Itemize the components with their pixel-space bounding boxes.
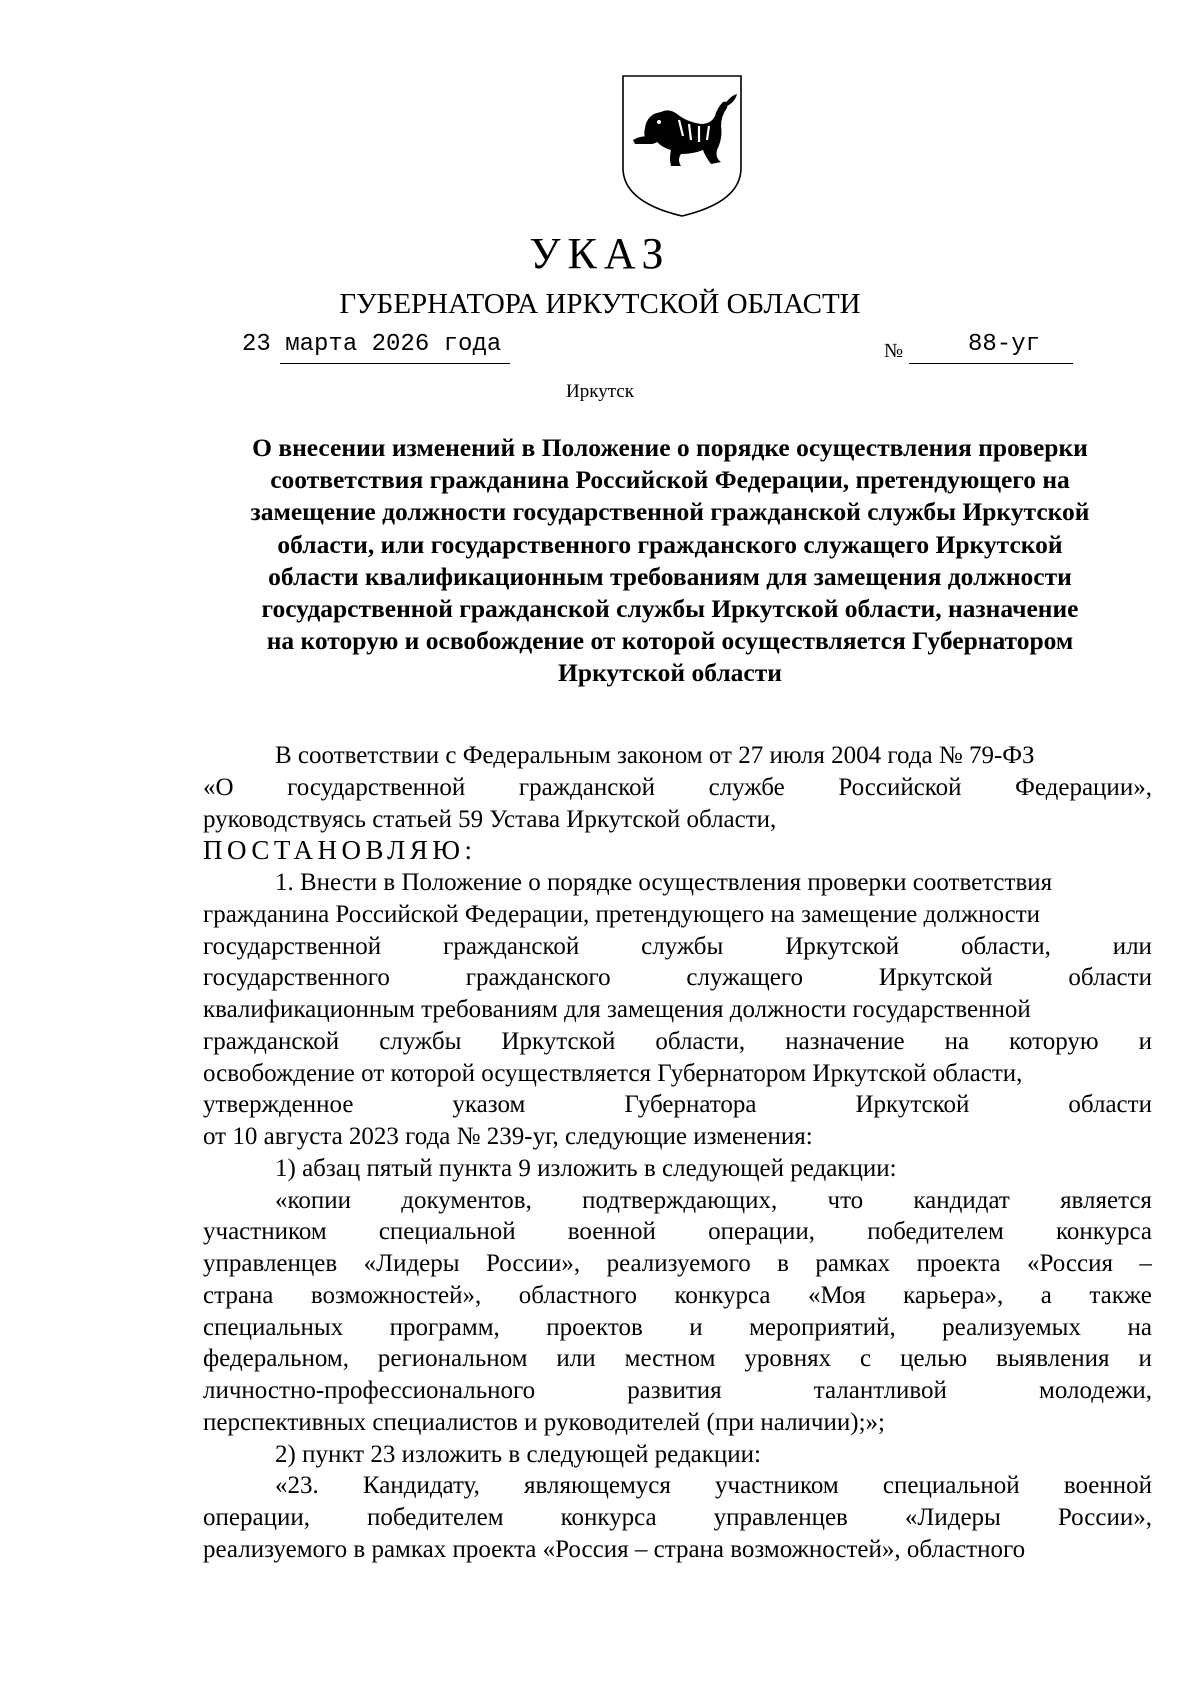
word: выявления (996, 1345, 1110, 1373)
word: что (827, 1186, 864, 1214)
body-line (203, 1216, 1152, 1248)
word: Иркутской (501, 1027, 616, 1055)
word: возможностей», (310, 1281, 482, 1309)
word: страна (203, 1281, 274, 1309)
heading-line: области квалификационным требованиям для замещения должности (268, 561, 1072, 591)
word: Иркутской (878, 964, 993, 992)
word: реализуемого (606, 1250, 751, 1277)
body-line (203, 772, 1152, 804)
document-heading (200, 432, 1140, 690)
word: федеральном, (203, 1345, 349, 1373)
word: целью (900, 1345, 968, 1373)
document-title: УКАЗ (529, 229, 671, 278)
word: является (1060, 1186, 1152, 1214)
word: которую (1009, 1027, 1099, 1055)
body-line: В соответствии с Федеральным законом от 27 июля 2004 года № 79-ФЗ (275, 742, 1035, 769)
word: области (1068, 964, 1152, 992)
word: конкурса (560, 1504, 657, 1531)
document-number: 88-уг (968, 331, 1041, 358)
word: мероприятий, (749, 1313, 896, 1341)
heading-line: замещение должности государственной гражданской службы Иркутской (250, 497, 1090, 527)
word: гражданской (203, 1027, 340, 1055)
word: участником (715, 1472, 839, 1500)
body-line: квалификационным требованиям для замещения должности государственной (203, 996, 1031, 1023)
document-subtitle: ГУБЕРНАТОРА ИРКУТСКОЙ ОБЛАСТИ (339, 288, 861, 320)
heading-line: Иркутской области (558, 658, 782, 688)
word: и (1138, 1027, 1152, 1055)
word: операции, (708, 1218, 816, 1246)
word: утвержденное (203, 1091, 354, 1119)
body-line: реализуемого в рамках проекта «Россия – страна возможностей», областного (203, 1535, 1026, 1563)
body-line: освобождение от которой осуществляется Губернатором Иркутской области, (203, 1059, 1023, 1087)
heading-line: на которую и освобождение от которой осуществляется Губернатором (266, 626, 1074, 656)
word: управленцев (713, 1504, 848, 1531)
word: конкурса (674, 1281, 771, 1309)
word: являющемуся (524, 1472, 671, 1500)
word: службы (379, 1027, 462, 1055)
heading-line: О внесении изменений в Положение о порядке осуществления проверки (252, 433, 1088, 462)
word: талантливой (813, 1377, 947, 1404)
number-sign: № (884, 340, 904, 362)
word: гражданской (443, 932, 580, 960)
word: Губернатора (624, 1091, 757, 1119)
body-line (203, 1089, 1152, 1121)
heading-line: государственной гражданской службы Иркутской области, назначение (261, 594, 1079, 624)
document-date: 23 марта 2026 года (242, 331, 502, 358)
word: Иркутской (855, 1091, 970, 1119)
word: документов, (401, 1186, 532, 1214)
date-underline (280, 363, 510, 364)
word: России», (1057, 1504, 1152, 1531)
word: региональном (377, 1345, 528, 1373)
word: службе (708, 773, 785, 801)
word: России», (486, 1250, 581, 1277)
word: Федерации», (1015, 773, 1152, 801)
word: «О (203, 773, 234, 801)
heading-line: соответствия гражданина Российской Федерации, претендующего на (270, 465, 1070, 495)
body-line (203, 931, 1152, 963)
word: специальной (378, 1218, 516, 1246)
word: или (556, 1345, 596, 1373)
word: личностно-профессионального (203, 1377, 536, 1404)
body-line (203, 1248, 1152, 1280)
word: государственного (203, 964, 390, 992)
body-line (203, 1502, 1152, 1534)
body-line: от 10 августа 2023 года № 239-уг, следующие изменения: (203, 1123, 813, 1150)
word: в (777, 1250, 789, 1277)
word: Кандидату, (362, 1472, 480, 1500)
word: и (689, 1313, 703, 1341)
word: проекта (916, 1250, 1001, 1277)
body-line: 1. Внести в Положение о порядке осуществления проверки соответствия (275, 869, 1053, 896)
word: государственной (287, 773, 466, 801)
word: областного (518, 1281, 637, 1309)
word: развития (627, 1377, 722, 1404)
word: и (1138, 1345, 1152, 1373)
coat-of-arms-icon (617, 70, 747, 220)
word: «Лидеры (363, 1250, 460, 1277)
word: области, (655, 1027, 746, 1055)
word: молодежи, (1039, 1377, 1152, 1404)
word: «Моя (807, 1281, 866, 1309)
number-underline (909, 363, 1073, 364)
word: победителем (867, 1218, 1004, 1246)
word: военной (1063, 1472, 1152, 1500)
word: государственной (203, 932, 382, 960)
body-line: 1) абзац пятый пункта 9 изложить в следующей редакции: (275, 1154, 897, 1182)
word: подтверждающих, (582, 1186, 778, 1214)
word: «Лидеры (904, 1504, 1001, 1531)
word: гражданского (465, 964, 611, 992)
word: военной (567, 1218, 656, 1246)
word: на (944, 1027, 970, 1055)
word: победителем (367, 1504, 504, 1531)
word: а (1040, 1281, 1052, 1309)
body-line (203, 1343, 1152, 1375)
word: карьера», (903, 1281, 1004, 1309)
body-line (203, 962, 1152, 994)
body-line: 2) пункт 23 изложить в следующей редакции: (275, 1440, 761, 1468)
word: кандидат (913, 1186, 1010, 1214)
word: Российской (838, 773, 962, 801)
document-body (203, 740, 1152, 1566)
word: «Россия (1026, 1250, 1113, 1277)
body-line (203, 1470, 1152, 1502)
body-line (203, 1185, 1152, 1217)
word: программ, (389, 1313, 500, 1341)
body-line (203, 1280, 1152, 1312)
word: «23. (275, 1472, 319, 1500)
word: управленцев (203, 1250, 338, 1277)
body-line: гражданина Российской Федерации, претендующего на замещение должности (203, 900, 1041, 928)
word: реализуемых (942, 1313, 1081, 1341)
word: области (1068, 1091, 1152, 1119)
word: или (1112, 932, 1152, 960)
body-line (203, 1312, 1152, 1344)
word: области, (961, 932, 1051, 960)
word: местном (624, 1345, 716, 1373)
heading-line: области, или государственного гражданского служащего Иркутской (277, 529, 1063, 559)
word: специальных (203, 1313, 344, 1341)
word: проектов (546, 1313, 643, 1341)
word: с (860, 1345, 872, 1373)
word: специальной (882, 1472, 1020, 1500)
word: – (1139, 1250, 1152, 1277)
word: указом (452, 1091, 526, 1119)
word: рамках (815, 1250, 891, 1277)
word: Иркутской (785, 932, 900, 960)
word: гражданской (518, 773, 656, 801)
body-line: руководствуясь статьей 59 Устава Иркутской области, (203, 805, 777, 833)
word: участником (203, 1218, 327, 1246)
word: на (1127, 1313, 1152, 1341)
word: «копии (275, 1186, 352, 1214)
word: уровнях (744, 1345, 832, 1373)
body-line (203, 1375, 1152, 1407)
word: операции, (203, 1504, 310, 1531)
city-label: Иркутск (566, 381, 634, 402)
decree-word: ПОСТАНОВЛЯЮ: (203, 835, 477, 866)
word: также (1089, 1281, 1152, 1309)
body-line: перспективных специалистов и руководителей (при наличии);»; (203, 1408, 885, 1436)
word: конкурса (1055, 1218, 1152, 1246)
body-line (203, 1026, 1152, 1058)
word: служащего (686, 964, 803, 992)
word: назначение (785, 1027, 905, 1055)
word: службы (641, 932, 724, 960)
